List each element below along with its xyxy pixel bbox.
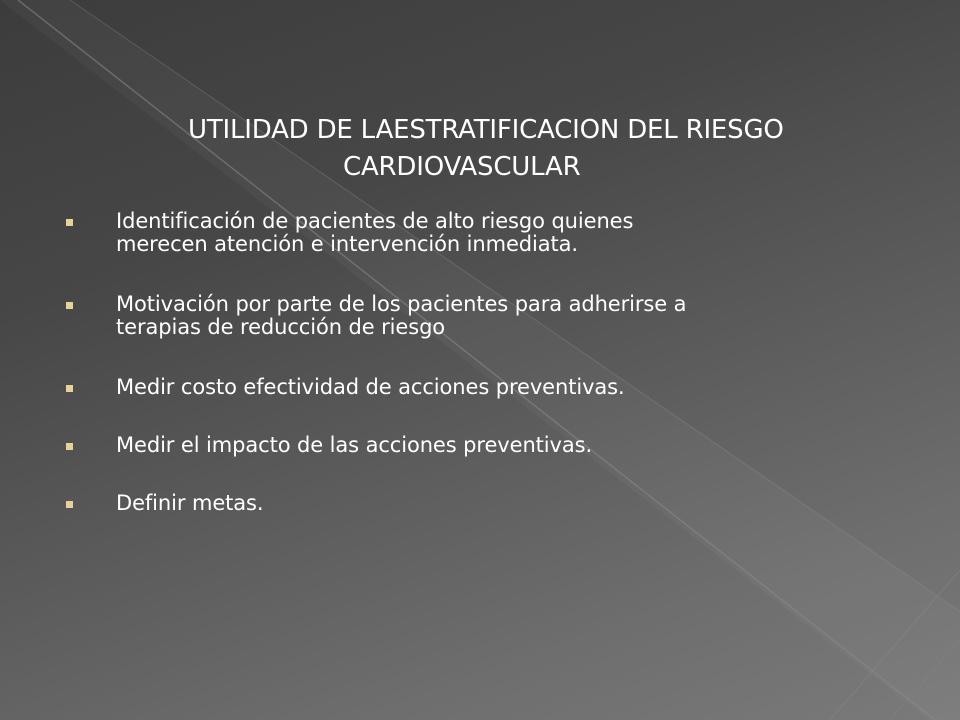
bullet-item xyxy=(66,210,926,256)
bullet-text-line-1: Medir costo efectividad de acciones preventivas. xyxy=(116,375,625,399)
bullet-list xyxy=(66,210,926,515)
bullet-text-line-1: Motivación por parte de los pacientes para adherirse a xyxy=(116,292,687,316)
bullet-text-line-1: Definir metas. xyxy=(116,491,264,515)
square-bullet-icon xyxy=(66,219,73,226)
bullet-text-line-2: terapias de reducción de riesgo xyxy=(116,315,446,339)
slide-title-line-1: UTILIDAD DE LAESTRATIFICACION DEL RIESGO xyxy=(188,115,784,145)
slide-title-line-2: CARDIOVASCULAR xyxy=(343,152,581,182)
square-bullet-icon xyxy=(66,302,73,309)
slide-title xyxy=(150,112,930,186)
bullet-text-line-2: merecen atención e intervención inmediata. xyxy=(116,232,578,256)
bullet-item xyxy=(66,293,926,339)
bullet-item xyxy=(66,434,926,457)
bullet-text-line-1: Medir el impacto de las acciones preventivas. xyxy=(116,433,593,457)
square-bullet-icon xyxy=(66,501,73,508)
square-bullet-icon xyxy=(66,385,73,392)
bullet-item xyxy=(66,492,926,515)
square-bullet-icon xyxy=(66,443,73,450)
bullet-text-line-1: Identificación de pacientes de alto riesgo quienes xyxy=(116,209,634,233)
bullet-item xyxy=(66,376,926,399)
